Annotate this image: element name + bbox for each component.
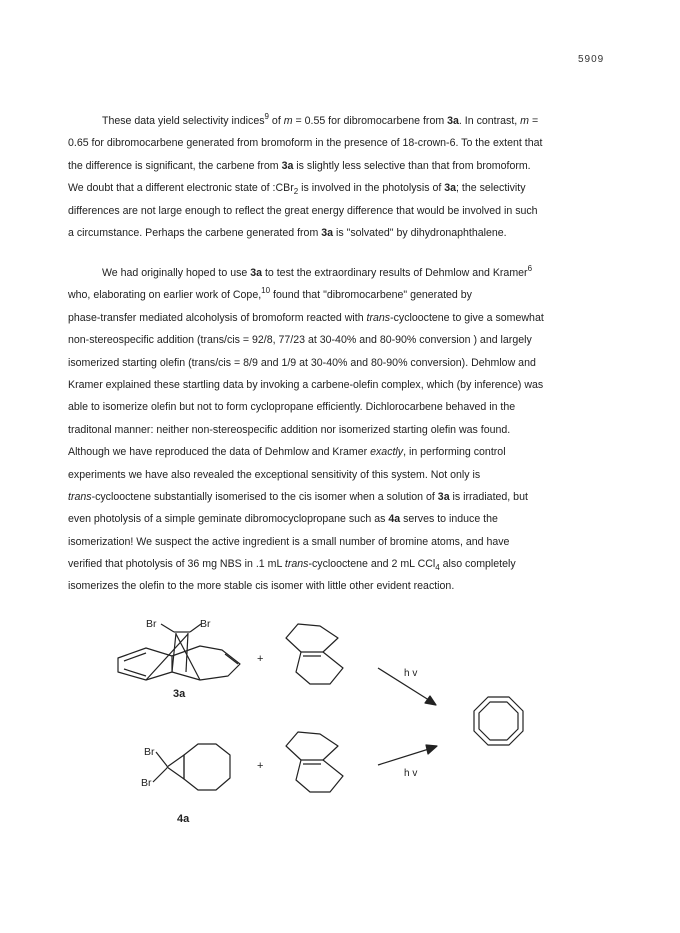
compound-3a-structure [118,618,240,680]
text-line: We had originally hoped to use 3a to test the extraordinary results of Dehmlow and Kramer$^6$ [102,264,533,279]
text-line: a circumstance. Perhaps the carbene generated from 3a is "solvated" by dihydronaphthalene. [68,226,507,239]
bromine-label: Br [141,777,152,789]
text-line: Kramer explained these startling data by invoking a carbene-olefin complex, which (by inference) was [68,378,544,391]
text-line: the difference is significant, the carbene from 3a is slightly less selective than that from bromoform. [68,159,531,172]
cis-cyclooctene-structure [474,697,523,745]
text-line: even photolysis of a simple geminate dibromocyclopropane such as 4a serves to induce the [68,513,498,526]
text-line: able to isomerize olefin but not to form cyclopropane efficiently. Dichlorocarbene behaved in the [68,401,516,414]
bromine-label: Br [146,618,157,630]
plus-sign: + [257,653,264,665]
text-line: isomerization! We suspect the active ingredient is a small number of bromine atoms, and have [68,535,510,548]
text-line: phase-transfer mediated alcoholysis of bromoform reacted with trans-cyclooctene to give a somewhat [68,311,544,324]
hv-label: h v [404,768,418,779]
text-line: trans-cyclooctene substantially isomerised to the cis isomer when a solution of 3a is irradiated, but [68,490,528,503]
text-line: differences are not large enough to reflect the great energy difference that would be involved in such [68,204,538,217]
text-line: We doubt that a different electronic state of :CBr$_2$ is involved in the photolysis of 3a; the selectivity [68,182,526,197]
text-line: experiments we have also revealed the exceptional sensitivity of this system. Not only is [68,468,481,481]
photolysis-arrow-bottom [378,745,437,765]
text-line: Although we have reproduced the data of Dehmlow and Kramer exactly, in performing control [68,446,506,459]
bromine-label: Br [144,746,155,758]
paragraph-1 [68,110,608,244]
compound-4a-structure [141,744,230,790]
text-line: non-stereospecific addition (trans/cis = 92/8, 77/23 at 30-40% and 80-90% conversion ) and largely [68,334,532,347]
text-line: verified that photolysis of 36 mg NBS in .1 mL trans-cyclooctene and 2 mL CCl$_4$ also completely [68,558,516,573]
compound-label-4a: 4a [177,813,190,825]
text-line: isomerizes the olefin to the more stable cis isomer with little other evident reaction. [68,580,455,593]
plus-sign: + [257,760,264,772]
trans-cyclooctene-structure [286,732,343,792]
reaction-scheme [0,600,680,840]
compound-label-3a: 3a [173,688,186,700]
hv-label: h v [404,668,418,679]
text-line: traditonal manner: neither non-stereospecific addition nor isomerized starting olefin was found. [68,423,511,436]
text-line: isomerized starting olefin (trans/cis = 8/9 and 1/9 at 30-40% and 80-90% conversion). Dehmlow and [68,356,536,369]
trans-cyclooctene-structure [286,624,343,684]
paragraph-2 [68,262,608,598]
text-line: These data yield selectivity indices$^9$ of m = 0.55 for dibromocarbene from 3a. In contrast, m = [102,112,539,127]
text-line: 0.65 for dibromocarbene generated from bromoform in the presence of 18-crown-6. To the extent that [68,137,543,150]
bromine-label: Br [200,618,211,630]
text-line: who, elaborating on earlier work of Cope,$^{10}$ found that "dibromocarbene" generated by [68,286,472,302]
page-number: 5909 [578,54,605,65]
